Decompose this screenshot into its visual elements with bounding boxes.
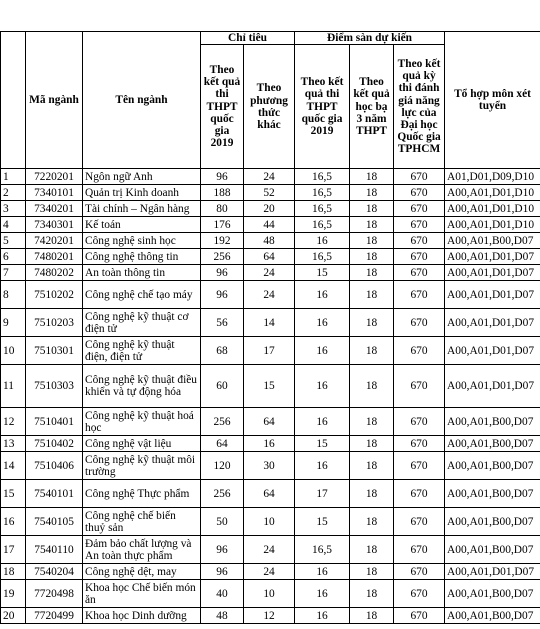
cell-ds-hocba: 18: [350, 233, 394, 249]
cell-ten-nganh: Ngôn ngữ Anh: [83, 169, 201, 185]
cell-ct-khac: 17: [244, 337, 295, 365]
cell-ma-nganh: 7540105: [26, 508, 83, 536]
cell-ct-khac: 64: [244, 480, 295, 508]
cell-ma-nganh: 7340201: [26, 201, 83, 217]
cell-ct-khac: 14: [244, 309, 295, 337]
cell-ds-dgnl: 670: [394, 233, 445, 249]
cell-ma-nganh: 7720499: [26, 608, 83, 624]
cell-ct-thpt: 64: [201, 436, 244, 452]
cell-stt: 15: [1, 480, 26, 508]
cell-ct-khac: 16: [244, 436, 295, 452]
cell-ma-nganh: 7340301: [26, 217, 83, 233]
header-chi-tieu: Chỉ tiêu: [201, 32, 295, 45]
table-row: [1, 233, 540, 249]
cell-ma-nganh: 7510401: [26, 408, 83, 436]
cell-ma-nganh: 7510402: [26, 436, 83, 452]
cell-ds-dgnl: 670: [394, 508, 445, 536]
table-row: [1, 452, 540, 480]
cell-ds-thpt: 16: [295, 365, 350, 408]
cell-to-hop: A00,A01,B00,D07: [445, 608, 540, 624]
cell-ds-thpt: 15: [295, 508, 350, 536]
cell-ds-thpt: 16,5: [295, 249, 350, 265]
cell-ds-hocba: 18: [350, 608, 394, 624]
cell-ct-thpt: 96: [201, 564, 244, 580]
cell-ds-hocba: 18: [350, 281, 394, 309]
cell-ct-thpt: 96: [201, 281, 244, 309]
cell-ds-dgnl: 670: [394, 249, 445, 265]
cell-stt: 20: [1, 608, 26, 624]
header-ds-thpt: Theo kết quả thi THPT quốc gia 2019: [295, 45, 350, 169]
cell-to-hop: A00,A01,D01,D07: [445, 309, 540, 337]
cell-ten-nganh: Tài chính – Ngân hàng: [83, 201, 201, 217]
cell-ds-hocba: 18: [350, 365, 394, 408]
table-row: [1, 480, 540, 508]
cell-ma-nganh: 7340101: [26, 185, 83, 201]
admission-table: [0, 31, 540, 624]
table-row: [1, 281, 540, 309]
cell-ds-hocba: 18: [350, 408, 394, 436]
cell-ct-thpt: 56: [201, 309, 244, 337]
cell-ds-thpt: 16: [295, 608, 350, 624]
cell-stt: 9: [1, 309, 26, 337]
cell-ds-thpt: 16: [295, 564, 350, 580]
cell-stt: 19: [1, 580, 26, 608]
cell-ds-thpt: 17: [295, 480, 350, 508]
table-row: [1, 337, 540, 365]
table-row: [1, 408, 540, 436]
cell-ct-khac: 24: [244, 536, 295, 564]
cell-ten-nganh: Kế toán: [83, 217, 201, 233]
cell-ds-hocba: 18: [350, 249, 394, 265]
cell-ds-dgnl: 670: [394, 337, 445, 365]
cell-ds-dgnl: 670: [394, 309, 445, 337]
cell-ct-thpt: 256: [201, 249, 244, 265]
cell-ds-dgnl: 670: [394, 452, 445, 480]
cell-stt: 17: [1, 536, 26, 564]
cell-stt: 3: [1, 201, 26, 217]
cell-ten-nganh: Công nghệ dệt, may: [83, 564, 201, 580]
cell-to-hop: A00,A01,D01,D10: [445, 217, 540, 233]
cell-ds-dgnl: 670: [394, 564, 445, 580]
cell-ct-khac: 48: [244, 233, 295, 249]
table-row: [1, 436, 540, 452]
table-row: [1, 536, 540, 564]
cell-ds-thpt: 16,5: [295, 169, 350, 185]
cell-ds-dgnl: 670: [394, 436, 445, 452]
cell-to-hop: A00,A01,B00,D07: [445, 536, 540, 564]
cell-ten-nganh: Khoa học Dinh dưỡng: [83, 608, 201, 624]
table-row: [1, 309, 540, 337]
cell-ds-hocba: 18: [350, 564, 394, 580]
cell-to-hop: A00,A01,D01,D07: [445, 337, 540, 365]
cell-stt: 5: [1, 233, 26, 249]
cell-to-hop: A00,A01,B00,D07: [445, 480, 540, 508]
cell-ct-khac: 10: [244, 508, 295, 536]
cell-ten-nganh: Công nghệ kỹ thuật môi trường: [83, 452, 201, 480]
cell-to-hop: A00,A01,D01,D10: [445, 185, 540, 201]
cell-ten-nganh: Quản trị Kinh doanh: [83, 185, 201, 201]
cell-ds-hocba: 18: [350, 185, 394, 201]
cell-to-hop: A00,A01,D01,D10: [445, 201, 540, 217]
cell-ct-khac: 44: [244, 217, 295, 233]
cell-ten-nganh: Đảm bảo chất lượng và An toàn thực phẩm: [83, 536, 201, 564]
cell-to-hop: A00,A01,B00,D07: [445, 508, 540, 536]
cell-ma-nganh: 7540110: [26, 536, 83, 564]
table-row: [1, 169, 540, 185]
table-row: [1, 608, 540, 624]
cell-ds-dgnl: 670: [394, 169, 445, 185]
cell-ds-hocba: 18: [350, 337, 394, 365]
cell-ct-khac: 10: [244, 580, 295, 608]
cell-ds-thpt: 16,5: [295, 536, 350, 564]
cell-ds-thpt: 15: [295, 436, 350, 452]
cell-ds-hocba: 18: [350, 580, 394, 608]
cell-ds-thpt: 16,5: [295, 201, 350, 217]
cell-stt: 2: [1, 185, 26, 201]
cell-stt: 12: [1, 408, 26, 436]
cell-ct-thpt: 50: [201, 508, 244, 536]
cell-ten-nganh: Khoa học Chế biến món ăn: [83, 580, 201, 608]
cell-ds-hocba: 18: [350, 452, 394, 480]
cell-ds-dgnl: 670: [394, 608, 445, 624]
header-ct-thpt: Theo kết quả thi THPT quốc gia 2019: [201, 45, 244, 169]
cell-ct-khac: 30: [244, 452, 295, 480]
cell-ds-dgnl: 670: [394, 580, 445, 608]
header-stt: [1, 32, 26, 169]
header-ma-nganh: Mã ngành: [26, 32, 83, 169]
cell-ten-nganh: Công nghệ kỹ thuật điều khiển và tự động hóa: [83, 365, 201, 408]
cell-stt: 7: [1, 265, 26, 281]
cell-to-hop: A00,A01,B00,D07: [445, 436, 540, 452]
cell-ds-dgnl: 670: [394, 536, 445, 564]
cell-ct-thpt: 96: [201, 265, 244, 281]
cell-to-hop: A00,A01,B00,D07: [445, 233, 540, 249]
cell-ct-thpt: 48: [201, 608, 244, 624]
cell-ten-nganh: Công nghệ sinh học: [83, 233, 201, 249]
header-to-hop: Tổ hợp môn xét tuyển: [445, 32, 540, 169]
cell-ct-khac: 24: [244, 281, 295, 309]
cell-ds-thpt: 16: [295, 281, 350, 309]
cell-ten-nganh: Công nghệ chế biến thuỷ sản: [83, 508, 201, 536]
header-ten-nganh: Tên ngành: [83, 32, 201, 169]
table-row: [1, 365, 540, 408]
cell-to-hop: A00,A01,D01,D07: [445, 265, 540, 281]
cell-ma-nganh: 7510406: [26, 452, 83, 480]
header-ct-khac: Theo phương thức khác: [244, 45, 295, 169]
table-row: [1, 508, 540, 536]
cell-ds-thpt: 16: [295, 337, 350, 365]
table-row: [1, 217, 540, 233]
cell-ds-dgnl: 670: [394, 201, 445, 217]
cell-ct-khac: 20: [244, 201, 295, 217]
cell-ct-khac: 64: [244, 249, 295, 265]
cell-ct-thpt: 96: [201, 536, 244, 564]
cell-ten-nganh: Công nghệ chế tạo máy: [83, 281, 201, 309]
cell-ma-nganh: 7220201: [26, 169, 83, 185]
cell-ma-nganh: 7720498: [26, 580, 83, 608]
cell-ma-nganh: 7510202: [26, 281, 83, 309]
cell-ma-nganh: 7510303: [26, 365, 83, 408]
table-row: [1, 185, 540, 201]
cell-ct-thpt: 80: [201, 201, 244, 217]
cell-ds-thpt: 16,5: [295, 185, 350, 201]
cell-ct-thpt: 256: [201, 408, 244, 436]
cell-stt: 14: [1, 452, 26, 480]
cell-ds-thpt: 16: [295, 309, 350, 337]
cell-ds-dgnl: 670: [394, 217, 445, 233]
cell-ds-dgnl: 670: [394, 185, 445, 201]
cell-stt: 1: [1, 169, 26, 185]
cell-ds-hocba: 18: [350, 309, 394, 337]
cell-ds-dgnl: 670: [394, 265, 445, 281]
cell-ds-hocba: 18: [350, 201, 394, 217]
table-row: [1, 580, 540, 608]
cell-ct-thpt: 192: [201, 233, 244, 249]
cell-ten-nganh: Công nghệ kỹ thuật cơ điện tử: [83, 309, 201, 337]
cell-ds-dgnl: 670: [394, 281, 445, 309]
header-ds-dgnl: Theo kết quả kỳ thi đánh giá năng lực của Đại học Quốc gia TPHCM: [394, 45, 445, 169]
cell-ds-dgnl: 670: [394, 408, 445, 436]
cell-ten-nganh: Công nghệ Thực phẩm: [83, 480, 201, 508]
cell-ct-thpt: 68: [201, 337, 244, 365]
cell-ten-nganh: Công nghệ vật liệu: [83, 436, 201, 452]
cell-ds-thpt: 16: [295, 408, 350, 436]
cell-ten-nganh: Công nghệ thông tin: [83, 249, 201, 265]
cell-ds-hocba: 18: [350, 508, 394, 536]
cell-ma-nganh: 7540101: [26, 480, 83, 508]
cell-to-hop: A00,A01,B00,D07: [445, 580, 540, 608]
cell-ds-hocba: 18: [350, 436, 394, 452]
cell-to-hop: A00,A01,D01,D07: [445, 281, 540, 309]
cell-ct-thpt: 256: [201, 480, 244, 508]
cell-to-hop: A00,A01,D01,D07: [445, 564, 540, 580]
table-row: [1, 265, 540, 281]
cell-ten-nganh: Công nghệ kỹ thuật hoá học: [83, 408, 201, 436]
cell-ds-thpt: 16,5: [295, 217, 350, 233]
header-row-1: [1, 32, 540, 45]
cell-ct-khac: 24: [244, 564, 295, 580]
cell-ds-thpt: 16: [295, 452, 350, 480]
cell-to-hop: A01,D01,D09,D10: [445, 169, 540, 185]
cell-ma-nganh: 7420201: [26, 233, 83, 249]
cell-ma-nganh: 7480202: [26, 265, 83, 281]
cell-ds-thpt: 16: [295, 580, 350, 608]
cell-ma-nganh: 7540204: [26, 564, 83, 580]
cell-stt: 11: [1, 365, 26, 408]
cell-ds-thpt: 16: [295, 233, 350, 249]
cell-stt: 6: [1, 249, 26, 265]
cell-stt: 10: [1, 337, 26, 365]
cell-to-hop: A00,A01,D01,D07: [445, 365, 540, 408]
cell-ds-hocba: 18: [350, 169, 394, 185]
cell-ct-khac: 12: [244, 608, 295, 624]
cell-ct-thpt: 40: [201, 580, 244, 608]
header-diem-san: Điểm sàn dự kiến: [295, 32, 445, 45]
cell-to-hop: A00,A01,B00,D07: [445, 408, 540, 436]
cell-ct-thpt: 60: [201, 365, 244, 408]
cell-ten-nganh: Công nghệ kỹ thuật điện, điện tử: [83, 337, 201, 365]
cell-ct-thpt: 96: [201, 169, 244, 185]
cell-stt: 18: [1, 564, 26, 580]
cell-stt: 4: [1, 217, 26, 233]
cell-stt: 13: [1, 436, 26, 452]
cell-ma-nganh: 7510301: [26, 337, 83, 365]
cell-ct-khac: 52: [244, 185, 295, 201]
cell-ten-nganh: An toàn thông tin: [83, 265, 201, 281]
cell-ct-khac: 15: [244, 365, 295, 408]
cell-to-hop: A00,A01,B00,D07: [445, 452, 540, 480]
table-body: [1, 169, 540, 624]
cell-ds-hocba: 18: [350, 265, 394, 281]
cell-ds-dgnl: 670: [394, 365, 445, 408]
cell-ds-hocba: 18: [350, 480, 394, 508]
cell-ds-hocba: 18: [350, 536, 394, 564]
cell-ct-khac: 64: [244, 408, 295, 436]
cell-ct-thpt: 120: [201, 452, 244, 480]
table-row: [1, 201, 540, 217]
cell-ct-thpt: 188: [201, 185, 244, 201]
cell-ma-nganh: 7480201: [26, 249, 83, 265]
cell-to-hop: A00,A01,D01,D07: [445, 249, 540, 265]
cell-ma-nganh: 7510203: [26, 309, 83, 337]
cell-ds-dgnl: 670: [394, 480, 445, 508]
cell-ds-hocba: 18: [350, 217, 394, 233]
cell-stt: 8: [1, 281, 26, 309]
cell-stt: 16: [1, 508, 26, 536]
cell-ct-khac: 24: [244, 265, 295, 281]
cell-ds-thpt: 15: [295, 265, 350, 281]
table-row: [1, 249, 540, 265]
cell-ct-thpt: 176: [201, 217, 244, 233]
header-ds-hocba: Theo kết quả học bạ 3 năm THPT: [350, 45, 394, 169]
cell-ct-khac: 24: [244, 169, 295, 185]
table-row: [1, 564, 540, 580]
